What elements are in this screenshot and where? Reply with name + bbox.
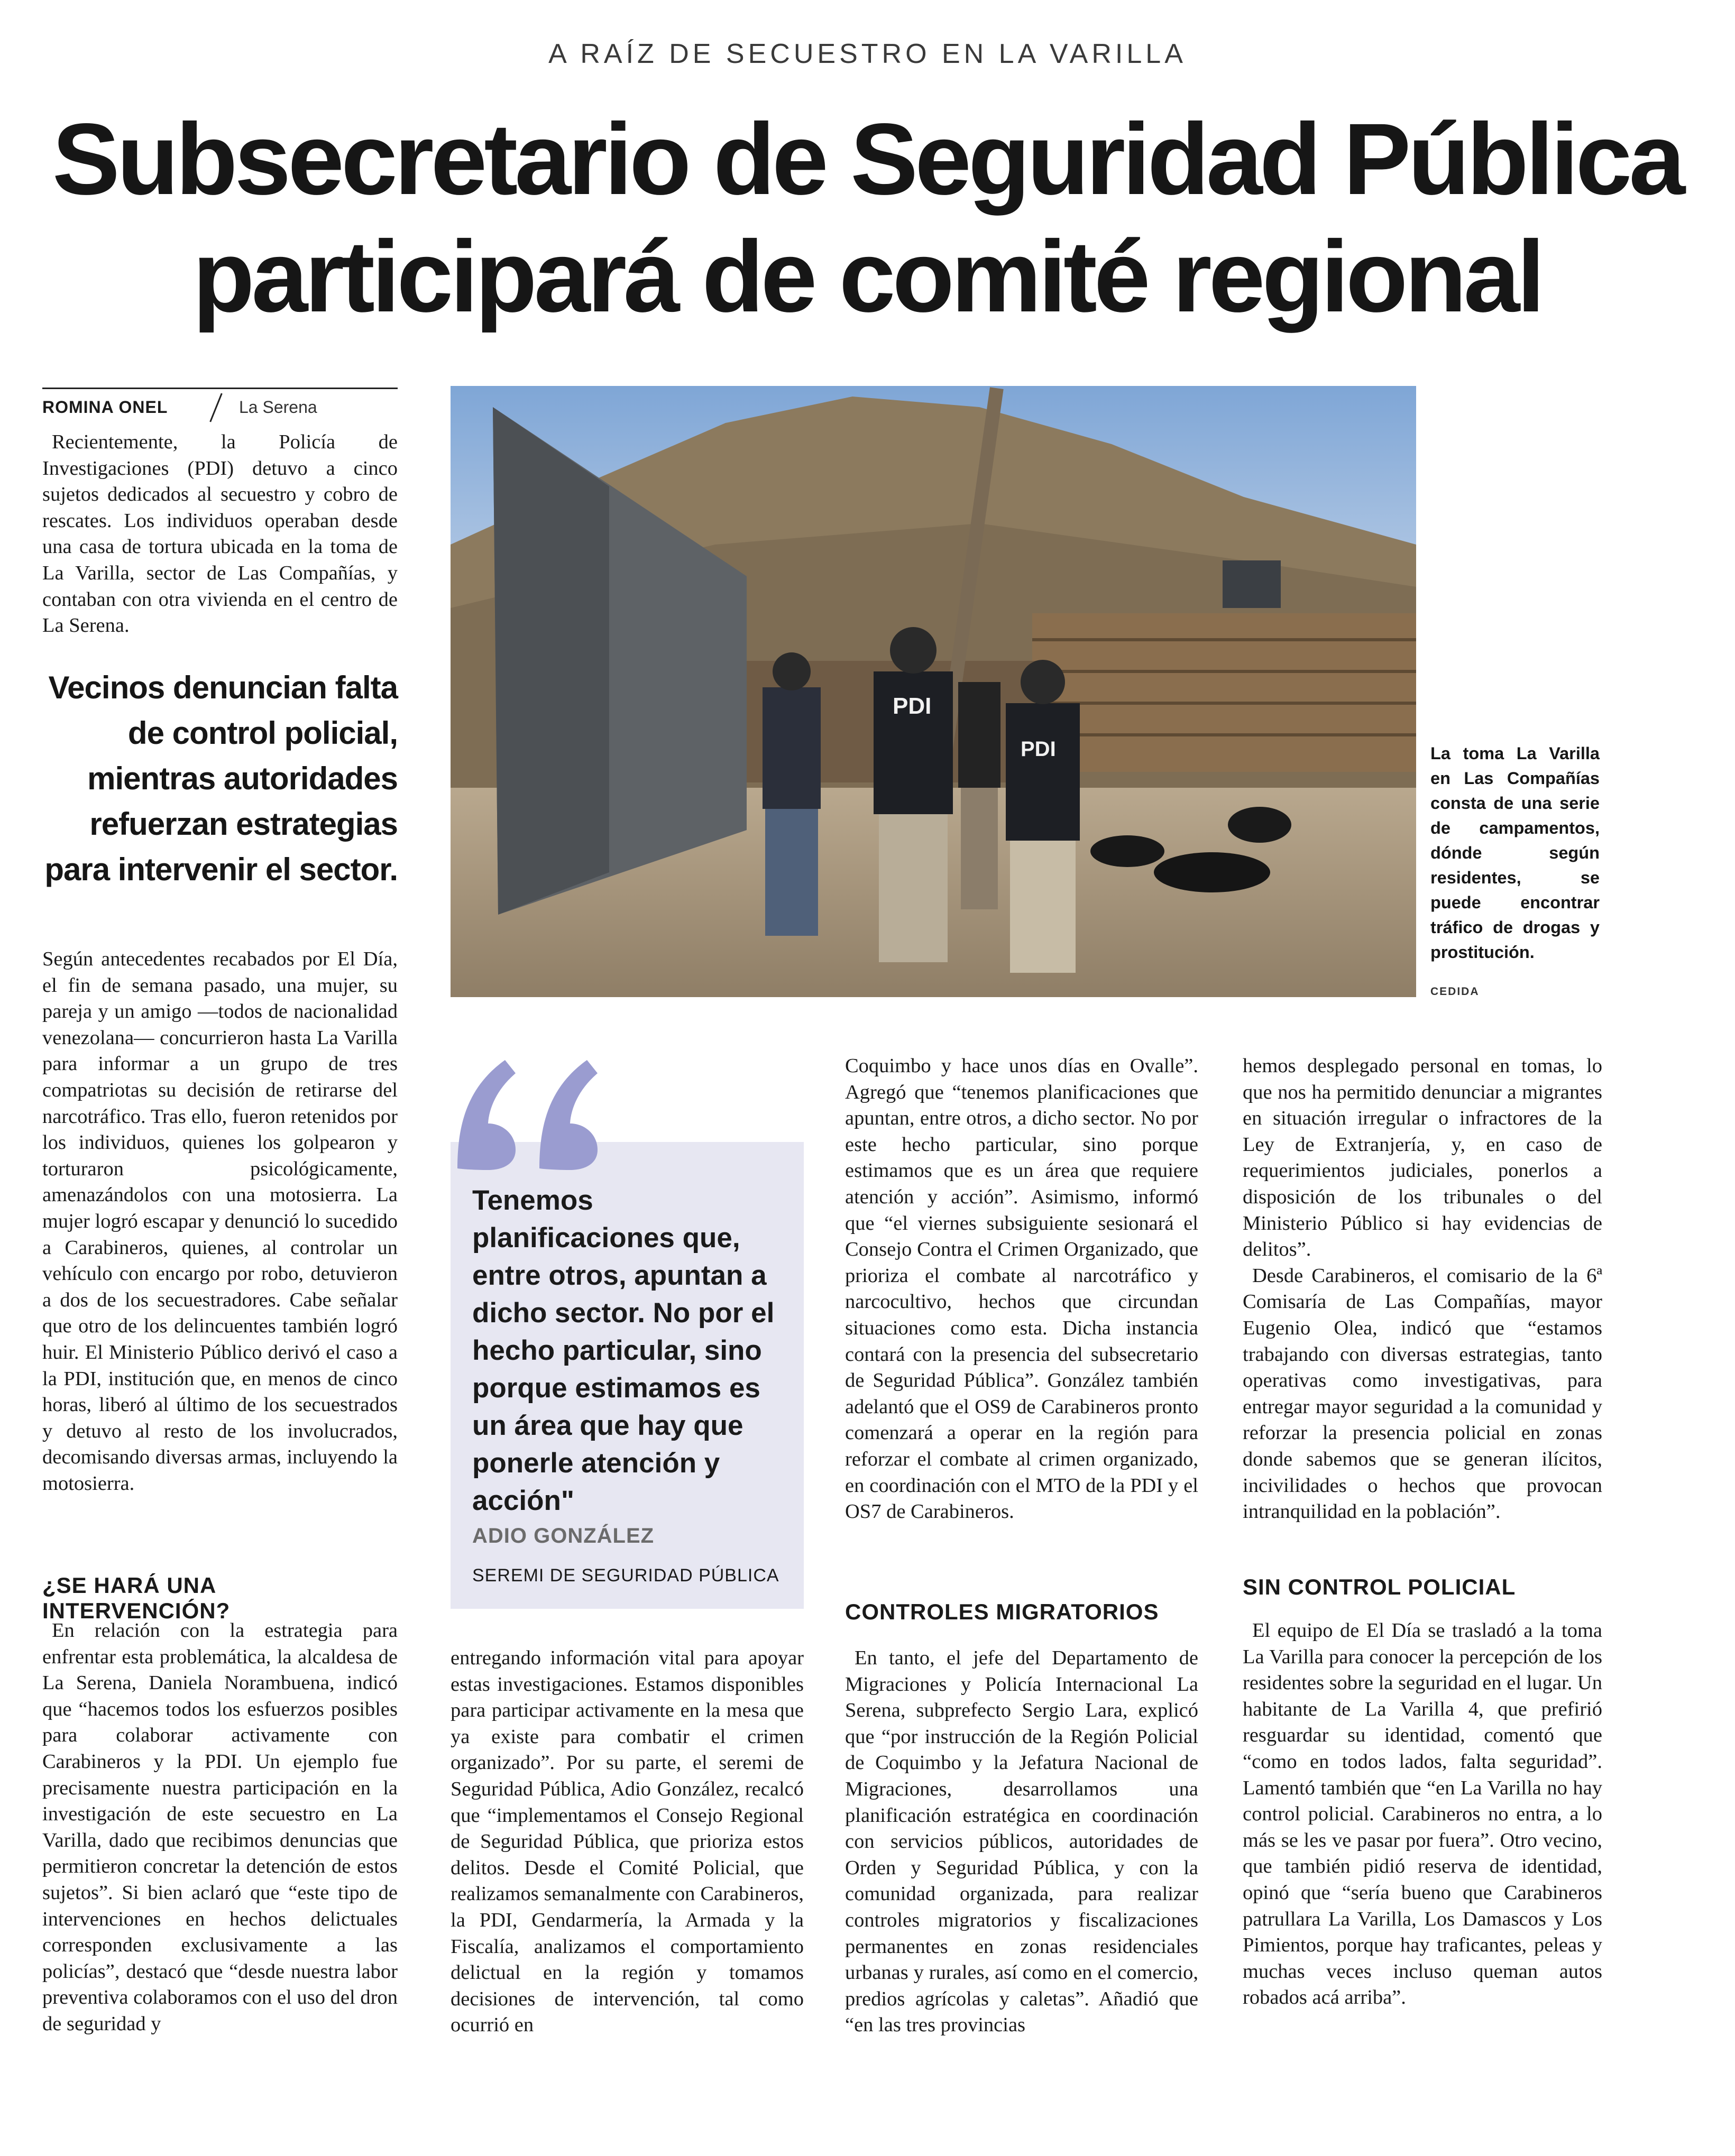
headline	[21, 100, 1713, 335]
pullquote-attribution-role: SEREMI DE SEGURIDAD PÚBLICA	[472, 1565, 779, 1586]
section-heading-sin-control: SIN CONTROL POLICIAL	[1243, 1574, 1516, 1599]
vest-label-1: PDI	[893, 693, 932, 719]
kicker: A RAÍZ DE SECUESTRO EN LA VARILLA	[548, 39, 1187, 69]
dog-3	[1228, 807, 1291, 843]
water-tanks	[1223, 560, 1281, 608]
pullquote-text: Tenemos planificaciones que, entre otros, apuntan a dicho sector. No por el hecho particular, sino porque estimamos es un área que hay que ponerle atención y acción"	[472, 1185, 775, 1516]
dog-2	[1154, 852, 1270, 892]
pullquote-attribution-name: ADIO GONZÁLEZ	[472, 1524, 655, 1547]
byline-divider	[209, 393, 223, 422]
photo-credit: CEDIDA	[1430, 985, 1480, 998]
body-column-3-part-2: En tanto, el jefe del Departamento de Migraciones y Policía Internacional La Serena, subprefecto Sergio Lara, explicó que “por instrucción de la Región Policial de Coquimbo y la Jefatura Nacional de Migraciones, desarrollamos una planificación estratégica en coordinación con servicios públicos, autoridades de Orden y Seguridad Pública, y con la comunidad organizada, para realizar controles migratorios y fiscalizaciones permanentes en zonas residenciales urbanas y rurales, así como en el comercio, predios agrícolas y caletas”. Añadió que “en las tres provincias	[845, 1647, 1198, 2037]
body-column-4-part-1	[1243, 1053, 1602, 1525]
body-column-3-part-1: Coquimbo y hace unos días en Ovalle”. Agregó que “tenemos planificaciones que apuntan, entre otros, a dicho sector. No por este hecho particular, sino porque estimamos que es un área que requiere atención y acción”. Asimismo, informó que “el viernes subsiguiente sesionará el Consejo Contra el Crimen Organizado, que prioriza el combate al narcotráfico y narcocultivo, hechos que circundan situaciones como esta. Dicha instancia contará con la presencia del subsecretario de Seguridad Pública”. González también adelantó que el OS9 de Carabineros pronto comenzará a operar en la región para reforzar el combate al crimen organizado, en coordinación con el MTO de la PDI y el OS7 de Carabineros.	[845, 1055, 1198, 1523]
officer-2	[1006, 660, 1080, 973]
byline-place: La Serena	[239, 398, 317, 417]
fence-right	[1032, 613, 1416, 772]
lede-paragraph: Recientemente, la Policía de Investigaciones (PDI) detuvo a cinco sujetos dedicados al secuestro y cobro de rescates. Los individuos operaban desde una casa de tortura ubicada en la toma de La Varilla, sector de Las Compañías, y contaban con otra vivienda en el centro de La Serena.	[42, 431, 398, 637]
byline	[42, 388, 398, 419]
body-column-1-part-1: Según antecedentes recabados por El Día, el fin de semana pasado, una mujer, su pareja y un amigo —todos de nacionalidad venezolana— concurrieron hasta La Varilla para informar a un grupo de tres compatriotas su decisión de retirarse del narcotráfico. Tras ello, fueron retenidos por los individuos, quienes los golpearon y torturaron psicológicamente, amenazándolos con una motosierra. La mujer logró escapar y denunció lo sucedido a Carabineros, quienes, al controlar un vehículo con encargo por robo, detuvieron a dos de los secuestradores. Cabe señalar que otro de los delincuentes también logró huir. El Ministerio Público derivó el caso a la PDI, institución que, en menos de cinco horas, liberó al último de los secuestrados y detuvo al resto de los involucrados, decomisando diversas armas, incluyendo la motosierra.	[42, 948, 398, 1495]
section-heading-controles: CONTROLES MIGRATORIOS	[845, 1599, 1159, 1624]
body-column-4-part-2: El equipo de El Día se trasladó a la toma La Varilla para conocer la percepción de los residentes sobre la seguridad en el lugar. Un habitante de La Varilla 4, que prefirió resguardar su identidad, comentó que “como en todos lados, falta seguridad”. Lamentó también que “en La Varilla no hay control policial. Carabineros no entra, a lo más se les ve pasar por fuera”. Otro vecino, que también pidió reserva de identidad, opinó que “sería bueno que Carabineros patrullara La Varilla, Los Damascos y Los Pimientos, porque hay traficantes, peleas y muchas veces incluso queman autos robados acá arriba”.	[1243, 1619, 1602, 2009]
body-column-4-paragraph-2: Desde Carabineros, el comisario de la 6ª Comisaría de Las Compañías, mayor Eugenio Olea, indicó que “estamos trabajando con diversas estrategias, tanto operativas como investigativas, para entregar mayor seguridad a la comunidad y reforzar la presencia policial en zonas donde sabemos que se generan ilícitos, incivilidades o hechos que provocan intranquilidad en la población”.	[1243, 1264, 1602, 1523]
byline-author: ROMINA ONEL	[42, 398, 168, 417]
officer-1	[874, 627, 953, 962]
photo-caption: La toma La Varilla en Las Compañías consta de una serie de campamentos, dónde según residentes, se puede encontrar tráfico de drogas y prostitución.	[1430, 744, 1600, 962]
person-background	[958, 682, 1000, 909]
quote-mark-icon	[447, 1049, 616, 1171]
section-heading-intervencion: ¿SE HARÁ UNA INTERVENCIÓN?	[42, 1573, 231, 1623]
vest-label-2: PDI	[1021, 738, 1056, 761]
subheadline: Vecinos denuncian falta de control policial, mientras autoridades refuerzan estrategias para intervenir el sector.	[44, 670, 398, 887]
news-photo	[451, 386, 1416, 997]
dog-1	[1090, 835, 1164, 867]
person-left	[763, 652, 821, 936]
headline-line-1: Subsecretario de Seguridad Pública	[52, 102, 1683, 216]
photo-illustration	[451, 386, 1416, 997]
body-column-1-part-2: En relación con la estrategia para enfrentar esta problemática, la alcaldesa de La Serena, Daniela Norambuena, indicó que “hacemos todos los esfuerzos posibles para colaborar activamente con Carabineros y la PDI. Un ejemplo fue precisamente nuestra participación en la investigación de este secuestro en La Varilla, dado que recibimos denuncias que permitieron concretar la detención de estos sujetos”. Si bien aclaró que “este tipo de intervenciones en hechos delictuales corresponden exclusivamente a las policías”, destacó que “desde nuestra labor preventiva colaboramos con el uso del dron de seguridad y	[42, 1619, 398, 2035]
body-column-4-paragraph-1: hemos desplegado personal en tomas, lo que nos ha permitido denunciar a migrantes en situación irregular o infractores de la Ley de Extranjería, y, en caso de requerimientos judiciales, ponerlos a disposición de los tribunales o del Ministerio Público si hay evidencias de delitos”.	[1243, 1055, 1602, 1261]
tarp-shade	[493, 407, 609, 915]
body-column-2: entregando información vital para apoyar estas investigaciones. Estamos disponibles para participar activamente en la mesa que ya existe para combatir el crimen organizado”. Por su parte, el seremi de Seguridad Pública, Adio González, recalcó que “implementamos el Consejo Regional de Seguridad Pública, que prioriza estos delitos. Desde el Comité Policial, que realizamos semanalmente con Carabineros, la PDI, Gendarmería, la Armada y la Fiscalía, analizamos el comportamiento delictual en la región y tomamos decisiones de intervención, tal como ocurrió en	[451, 1647, 804, 2037]
headline-line-2: participará de comité regional	[192, 219, 1542, 333]
